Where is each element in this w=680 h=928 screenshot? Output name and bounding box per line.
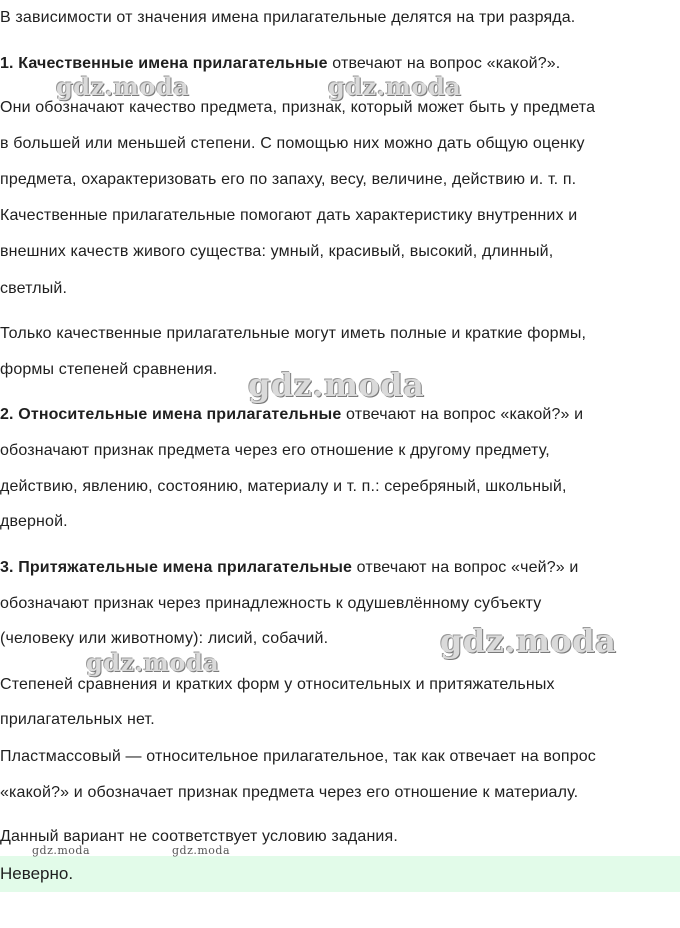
watermark: gdz.moda [172, 844, 231, 857]
section1-line: Качественные прилагательные помогают дать характеристику внутренних и [0, 207, 578, 224]
section2-title: 2. Относительные имена прилагательные [0, 406, 342, 423]
answer-text: Неверно. [0, 864, 74, 883]
section3-heading-line [0, 558, 578, 578]
section1-note-line: формы степеней сравнения. [0, 361, 218, 378]
section1-line: предмета, охарактеризовать его по запаху, весу, величине, действию и. т. п. [0, 171, 577, 188]
section2-line: действию, явлению, состоянию, материалу и т. п.: серебряный, школьный, [0, 478, 567, 495]
section3-title: 3. Притяжательные имена прилагательные [0, 559, 353, 576]
answer-box [0, 856, 680, 892]
section2-line: дверной. [0, 513, 68, 530]
conclusion-line: Степеней сравнения и кратких форм у относительных и притяжательных [0, 676, 555, 693]
section3-line: обозначают признак через принадлежность к одушевлённому субъекту [0, 595, 542, 612]
watermark: gdz.moda [86, 648, 220, 677]
section1-line: внешних качеств живого существа: умный, красивый, высокий, длинный, [0, 243, 554, 260]
section1-line: Они обозначают качество предмета, признак, который может быть у предмета [0, 99, 596, 116]
section2-heading-rest: отвечают на вопрос «какой?» и [341, 406, 584, 423]
section1-line: в большей или меньшей степени. С помощью них можно дать общую оценку [0, 135, 585, 152]
section1-note-line: Только качественные прилагательные могут иметь полные и краткие формы, [0, 325, 587, 342]
watermark: gdz.moda [328, 72, 462, 101]
conclusion-line: Данный вариант не соответствует условию задания. [0, 828, 398, 845]
section3-line: (человеку или животному): лисий, собачий. [0, 630, 329, 647]
watermark: gdz.moda [32, 844, 91, 857]
conclusion-line: прилагательных нет. [0, 711, 155, 728]
watermark: gdz.moda [440, 622, 617, 660]
section2-line: обозначают признак предмета через его отношение к другому предмету, [0, 442, 550, 459]
section3-heading-rest: отвечают на вопрос «чей?» и [352, 559, 579, 576]
watermark: gdz.moda [56, 72, 190, 101]
section1-title: 1. Качественные имена прилагательные [0, 55, 328, 72]
conclusion-line: «какой?» и обозначает признак предмета через его отношение к материалу. [0, 784, 579, 801]
section2-heading-line [0, 405, 583, 425]
section1-line: светлый. [0, 280, 68, 297]
section1-heading-line [0, 54, 560, 74]
conclusion-line: Пластмассовый — относительное прилагательное, так как отвечает на вопрос [0, 748, 596, 765]
intro-text: В зависимости от значения имена прилагательные делятся на три разряда. [0, 9, 576, 26]
section1-heading-rest: отвечают на вопрос «какой?». [327, 55, 561, 72]
watermark: gdz.moda [248, 366, 425, 404]
